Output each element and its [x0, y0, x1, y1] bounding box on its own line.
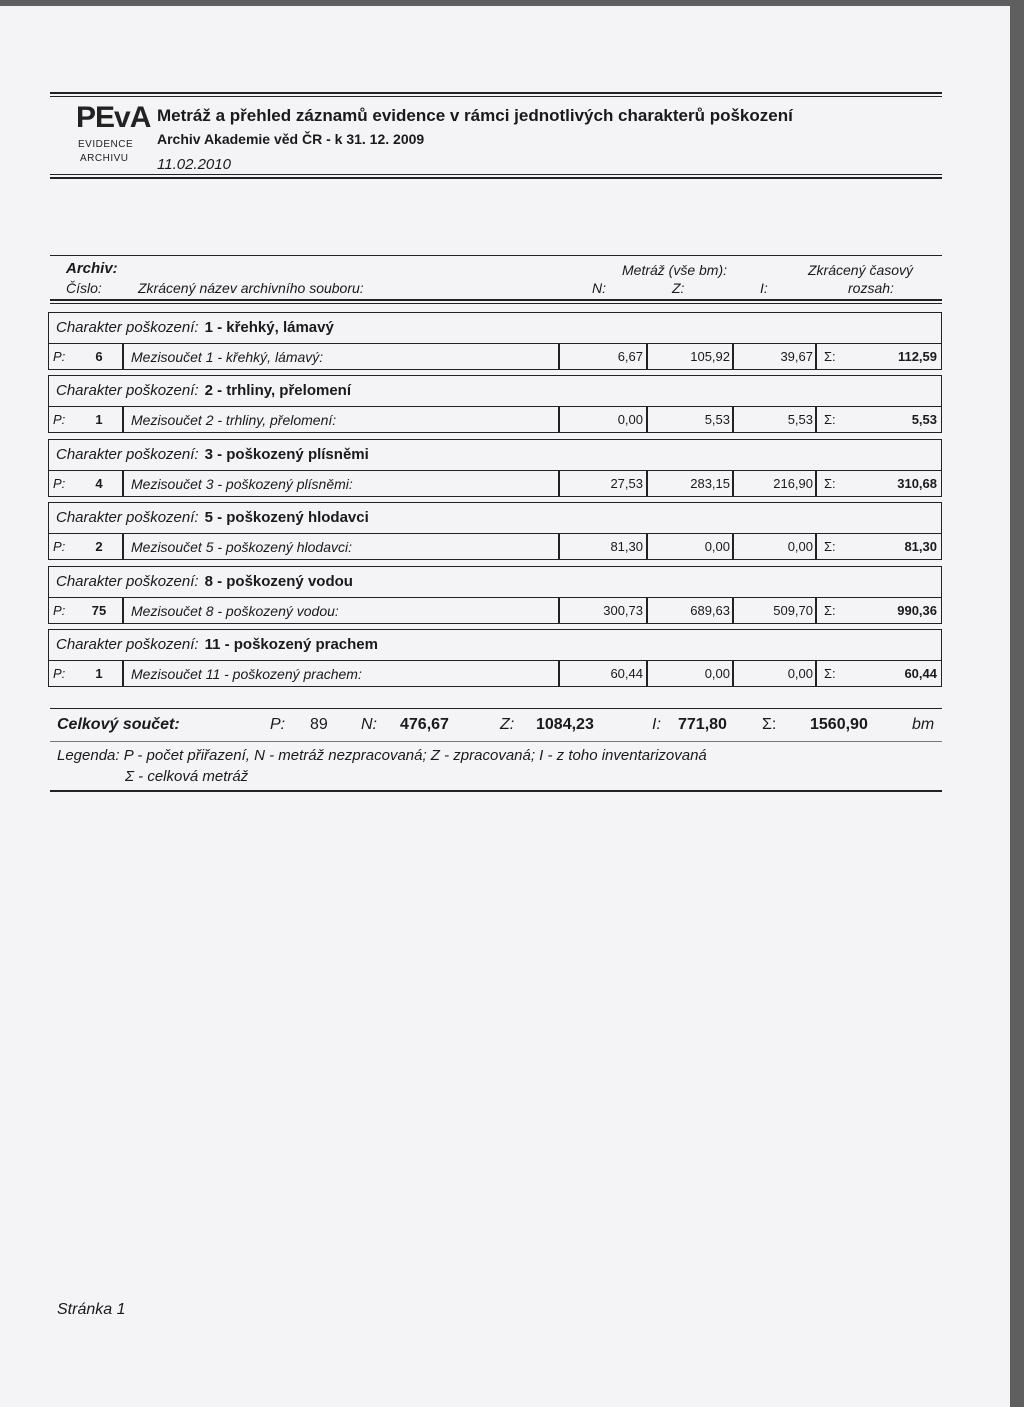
- report-subtitle: Archiv Akademie věd ČR - k 31. 12. 2009: [157, 131, 425, 147]
- header-rule-bottom-thin: [50, 174, 942, 175]
- legend-line-1: Legenda: P - počet přiřazení, N - metráž nezpracovaná; Z - zpracovaná; I - z toho inventarizovaná: [57, 747, 707, 764]
- value-z: 105,92: [690, 349, 730, 364]
- total-i-value: 771,80: [678, 716, 727, 733]
- subtotal-row: [49, 533, 941, 560]
- col-n: N:: [592, 280, 606, 296]
- value-i: 5,53: [787, 412, 813, 427]
- subtotal-row: [49, 406, 941, 433]
- col-rozsah-1: Zkrácený časový: [808, 262, 914, 278]
- category-name: 1 - křehký, lámavý: [204, 319, 334, 336]
- value-n: 0,00: [617, 412, 643, 427]
- column-header-rule-top: [50, 255, 942, 256]
- value-i: 39,67: [780, 349, 813, 364]
- damage-category: [56, 446, 369, 463]
- p-count: 2: [95, 539, 103, 554]
- p-label: P:: [53, 349, 66, 364]
- value-z: 0,00: [704, 666, 730, 681]
- value-z: 689,63: [690, 603, 730, 618]
- subtotal-row: [49, 343, 941, 370]
- sigma-label: Σ:: [824, 666, 836, 681]
- category-name: 8 - poškozený vodou: [204, 573, 353, 590]
- value-sum: 81,30: [904, 539, 937, 554]
- p-label: P:: [53, 412, 66, 427]
- p-count: 4: [95, 476, 103, 491]
- value-z: 5,53: [704, 412, 730, 427]
- value-sum: 112,59: [897, 349, 937, 364]
- cell-divider: [122, 407, 124, 433]
- document-page: [0, 6, 1010, 1407]
- p-count: 1: [95, 412, 103, 427]
- value-i: 0,00: [787, 666, 813, 681]
- total-sigma: Σ:: [762, 716, 777, 733]
- total-p-value: 89: [310, 716, 328, 733]
- damage-category: [56, 509, 369, 526]
- value-z: 283,15: [690, 476, 730, 491]
- cell-divider: [122, 534, 124, 560]
- value-sum: 310,68: [897, 476, 937, 491]
- value-n: 27,53: [610, 476, 643, 491]
- damage-category: [56, 319, 334, 336]
- col-nazev: Zkrácený název archivního souboru:: [138, 280, 364, 296]
- damage-group: [48, 566, 942, 624]
- total-label: Celkový součet:: [57, 716, 180, 733]
- total-n-value: 476,67: [400, 716, 449, 733]
- value-i: 216,90: [773, 476, 813, 491]
- subtotal-row: [49, 597, 941, 624]
- sigma-label: Σ:: [824, 476, 836, 491]
- cell-divider: [122, 661, 124, 687]
- damage-category: [56, 573, 353, 590]
- value-sum: 990,36: [897, 603, 937, 618]
- cell-divider: [815, 344, 817, 370]
- col-archiv: Archiv:: [66, 260, 118, 277]
- category-name: 2 - trhliny, přelomení: [204, 382, 351, 399]
- cell-divider: [815, 534, 817, 560]
- sigma-label: Σ:: [824, 603, 836, 618]
- total-rule-mid: [50, 741, 942, 742]
- peva-logo: [76, 101, 151, 181]
- category-label: Charakter poškození:: [56, 319, 199, 336]
- damage-category: [56, 382, 351, 399]
- legend-rule-bottom: [50, 790, 942, 792]
- subtotal-row: [49, 470, 941, 497]
- cell-divider: [122, 471, 124, 497]
- category-label: Charakter poškození:: [56, 382, 199, 399]
- category-label: Charakter poškození:: [56, 573, 199, 590]
- value-n: 60,44: [610, 666, 643, 681]
- total-p-label: P:: [270, 716, 286, 733]
- damage-group: [48, 439, 942, 497]
- value-sum: 60,44: [904, 666, 937, 681]
- cell-divider: [815, 661, 817, 687]
- total-z-label: Z:: [500, 716, 515, 733]
- total-sum: 1560,90: [810, 716, 868, 733]
- damage-category: [56, 636, 378, 653]
- cell-divider: [815, 598, 817, 624]
- value-n: 81,30: [610, 539, 643, 554]
- report-title: Metráž a přehled záznamů evidence v rámci jednotlivých charakterů poškození: [157, 106, 793, 125]
- column-header-rule: [50, 299, 942, 301]
- p-count: 1: [95, 666, 103, 681]
- value-n: 300,73: [603, 603, 643, 618]
- cell-divider: [122, 598, 124, 624]
- subtotal-label: Mezisoučet 11 - poškozený prachem:: [131, 666, 362, 682]
- sigma-label: Σ:: [824, 412, 836, 427]
- report-date: 11.02.2010: [157, 156, 231, 173]
- sigma-label: Σ:: [824, 539, 836, 554]
- subtotal-label: Mezisoučet 5 - poškozený hlodavci:: [131, 539, 352, 555]
- p-count: 6: [95, 349, 103, 364]
- category-label: Charakter poškození:: [56, 636, 199, 653]
- cell-divider: [815, 407, 817, 433]
- sigma-label: Σ:: [824, 349, 836, 364]
- value-z: 0,00: [704, 539, 730, 554]
- damage-group: [48, 502, 942, 560]
- col-rozsah-2: rozsah:: [848, 280, 894, 296]
- p-label: P:: [53, 603, 66, 618]
- header-rule-bottom: [50, 177, 942, 179]
- total-z-value: 1084,23: [536, 716, 594, 733]
- total-i-label: I:: [652, 716, 661, 733]
- value-n: 6,67: [617, 349, 643, 364]
- subtotal-label: Mezisoučet 8 - poškozený vodou:: [131, 603, 339, 619]
- logo-line-2: ARCHIVU: [80, 153, 129, 164]
- cell-divider: [815, 471, 817, 497]
- col-cislo: Číslo:: [66, 280, 102, 296]
- p-label: P:: [53, 666, 66, 681]
- logo-text: PEvA: [76, 101, 151, 134]
- damage-group: [48, 629, 942, 687]
- subtotal-row: [49, 660, 941, 687]
- legend-line-2: Σ - celková metráž: [125, 768, 249, 785]
- category-label: Charakter poškození:: [56, 509, 199, 526]
- total-n-label: N:: [361, 716, 377, 733]
- category-name: 3 - poškozený plísněmi: [204, 446, 369, 463]
- subtotal-label: Mezisoučet 2 - trhliny, přelomení:: [131, 412, 337, 428]
- total-rule-top: [50, 708, 942, 709]
- page-number: Stránka 1: [57, 1301, 126, 1318]
- p-count: 75: [91, 603, 107, 618]
- p-label: P:: [53, 476, 66, 491]
- header-rule-top: [50, 92, 942, 94]
- damage-group: [48, 375, 942, 433]
- total-unit: bm: [912, 716, 935, 733]
- value-i: 509,70: [773, 603, 813, 618]
- value-i: 0,00: [787, 539, 813, 554]
- header-rule-top-thin: [50, 96, 942, 97]
- category-name: 11 - poškozený prachem: [204, 636, 378, 653]
- category-label: Charakter poškození:: [56, 446, 199, 463]
- col-z: Z:: [672, 280, 685, 296]
- subtotal-label: Mezisoučet 1 - křehký, lámavý:: [131, 349, 324, 365]
- col-i: I:: [760, 280, 768, 296]
- p-label: P:: [53, 539, 66, 554]
- value-sum: 5,53: [911, 412, 937, 427]
- column-header-rule-thin: [50, 303, 942, 304]
- col-metraz: Metráž (vše bm):: [622, 262, 728, 278]
- cell-divider: [122, 344, 124, 370]
- logo-line-1: EVIDENCE: [78, 139, 134, 150]
- damage-group: [48, 312, 942, 370]
- category-name: 5 - poškozený hlodavci: [204, 509, 369, 526]
- subtotal-label: Mezisoučet 3 - poškozený plísněmi:: [131, 476, 353, 492]
